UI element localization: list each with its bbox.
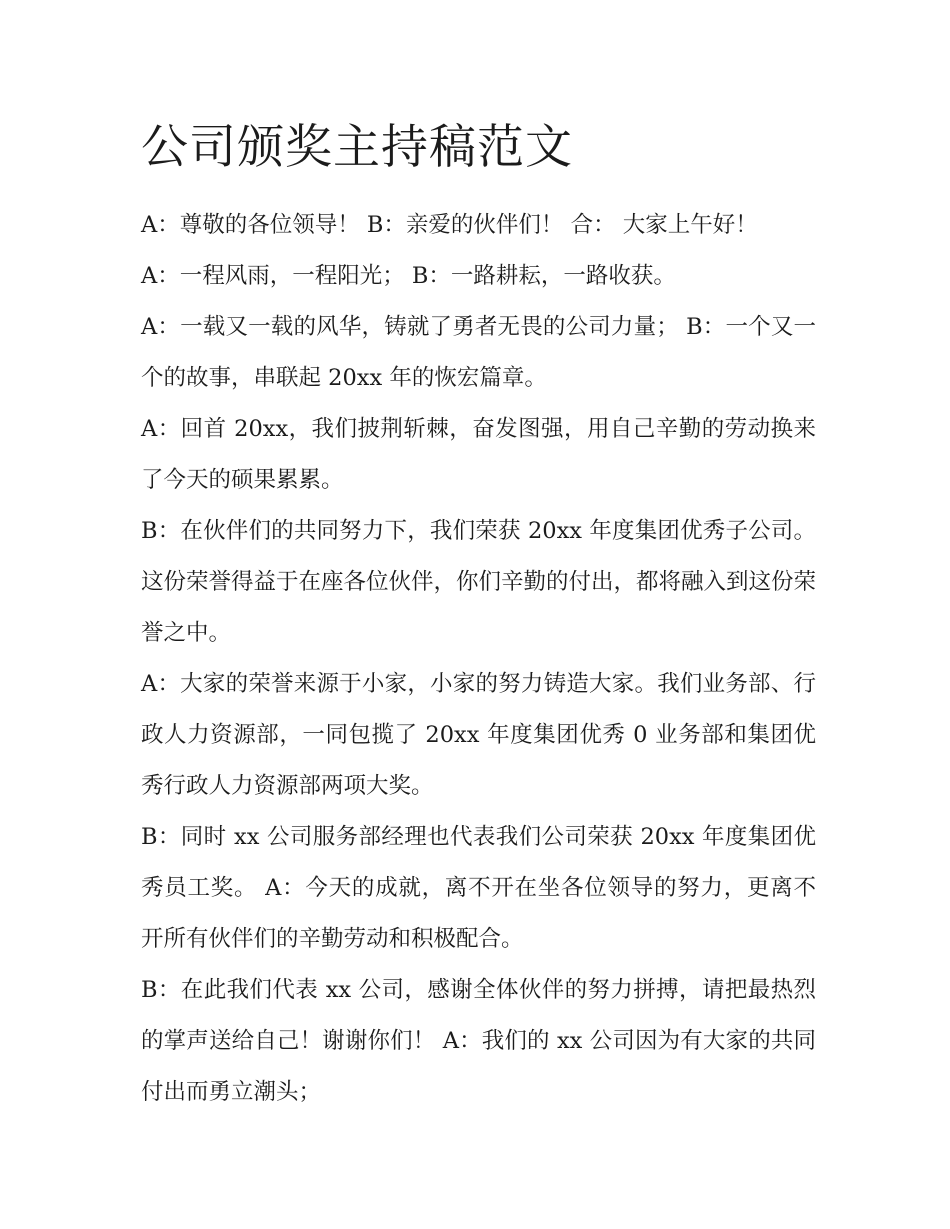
- document-title: 公司颁奖主持稿范文: [141, 120, 573, 175]
- paragraph-thanks: B：在此我们代表 xx 公司，感谢全体伙伴的努力拼搏，请把最热烈的掌声送给自己！谢谢你们！ A：我们的 xx 公司因为有大家的共同付出而勇立潮头；: [141, 977, 816, 1105]
- document-body: [141, 118, 816, 1118]
- paragraph-journey: A：一程风雨，一程阳光； B：一路耕耘，一路收获。: [141, 263, 676, 289]
- paragraph-department-awards: A：大家的荣誉来源于小家，小家的努力铸造大家。我们业务部、行政人力资源部，一同包揽了 20xx 年度集团优秀 0 业务部和集团优秀行政人力资源部两项大奖。: [141, 671, 816, 799]
- paragraph-employee-award: B：同时 xx 公司服务部经理也代表我们公司荣获 20xx 年度集团优秀员工奖。 A：今天的成就，离不开在坐各位领导的努力，更离不开所有伙伴们的辛勤劳动和积极配合。: [141, 824, 816, 952]
- paragraph-subsidiary-award: B：在伙伴们的共同努力下，我们荣获 20xx 年度集团优秀子公司。这份荣誉得益于在座各位伙伴，你们辛勤的付出，都将融入到这份荣誉之中。: [141, 518, 817, 646]
- paragraph-review: A：回首 20xx，我们披荆斩棘，奋发图强，用自己辛勤的劳动换来了今天的硕果累累。: [141, 416, 816, 493]
- paragraph-greeting: A：尊敬的各位领导！ B：亲爱的伙伴们！ 合： 大家上午好！: [141, 212, 758, 238]
- paragraph-list: [141, 200, 816, 1118]
- paragraph-strength: A：一载又一载的风华，铸就了勇者无畏的公司力量； B：一个又一个的故事，串联起 20xx 年的恢宏篇章。: [141, 314, 816, 391]
